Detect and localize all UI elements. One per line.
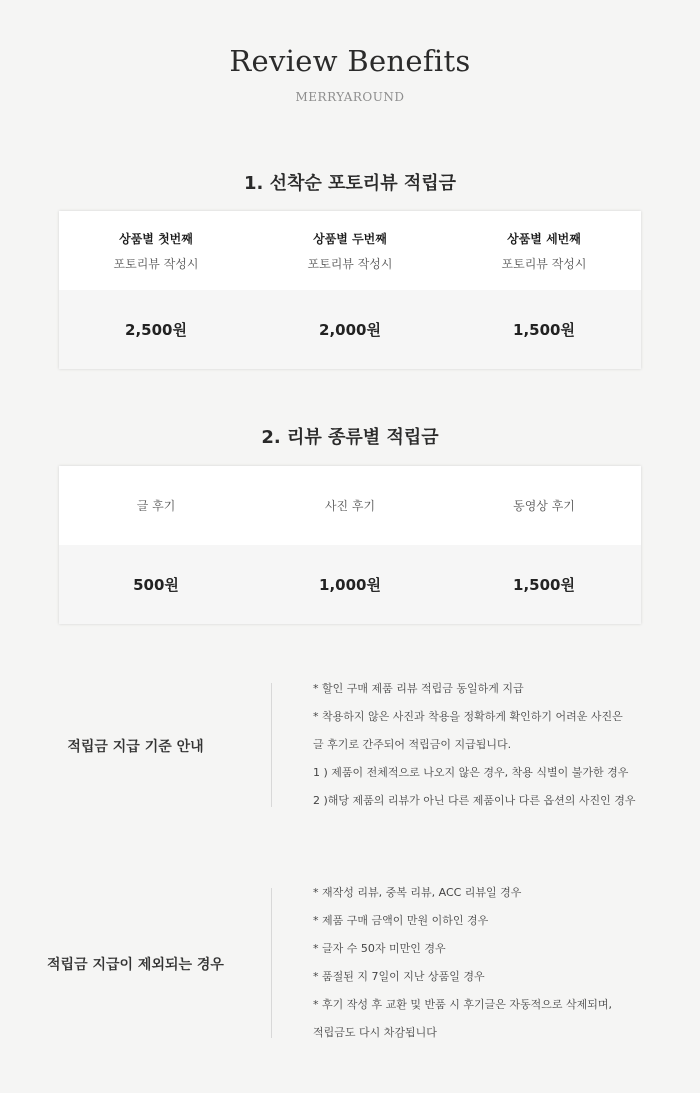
list-item: 2 )해당 제품의 리뷰가 아닌 다른 제품이나 다른 옵션의 사진인 경우: [313, 794, 636, 807]
condition-subtitle: 포토리뷰 작성시: [501, 256, 587, 271]
reward-condition-third: [447, 211, 641, 290]
page-title: Review Benefits: [229, 44, 471, 78]
brand-name: MERRYAROUND: [295, 90, 405, 104]
criteria-list: [313, 675, 636, 815]
reward-amount-second: 2,000원: [319, 321, 381, 339]
list-item: 1 ) 제품이 전체적으로 나오지 않은 경우, 착용 식별이 불가한 경우: [313, 766, 629, 779]
list-item: * 재작성 리뷰, 중복 리뷰, ACC 리뷰일 경우: [313, 886, 522, 899]
page-header: [0, 44, 700, 104]
list-item: * 글자 수 50자 미만인 경우: [313, 942, 446, 955]
condition-subtitle: 포토리뷰 작성시: [307, 256, 393, 271]
reward-condition-first: [59, 211, 253, 290]
review-type-video: 동영상 후기: [513, 499, 575, 513]
list-item: * 후기 작성 후 교환 및 반품 시 후기글은 자동적으로 삭제되며,: [313, 998, 612, 1011]
reward-condition-row: [59, 211, 641, 290]
list-item: * 착용하지 않은 사진과 착용을 정확하게 확인하기 어려운 사진은: [313, 710, 623, 723]
condition-subtitle: 포토리뷰 작성시: [113, 256, 199, 271]
review-type-row: [59, 466, 641, 545]
reward-condition-second: [253, 211, 447, 290]
list-item: * 할인 구매 제품 리뷰 적립금 동일하게 지급: [313, 682, 524, 695]
review-type-amount-row: [59, 545, 641, 624]
condition-title: 상품별 세번째: [507, 231, 581, 246]
exclusions-list: [313, 879, 612, 1047]
list-item: * 품절된 지 7일이 지난 상품일 경우: [313, 970, 485, 983]
reward-amount-photo: 1,000원: [319, 576, 381, 594]
review-type-reward-table: [59, 466, 641, 624]
section-title-review-type: 2. 리뷰 종류별 적립금: [261, 427, 439, 448]
section-title-photo-review: 1. 선착순 포토리뷰 적립금: [243, 173, 457, 194]
reward-amount-text: 500원: [133, 576, 179, 594]
review-type-photo: 사진 후기: [324, 499, 376, 513]
condition-title: 상품별 두번째: [313, 231, 387, 246]
list-item: * 제품 구매 금액이 만원 이하인 경우: [313, 914, 489, 927]
exclusions-divider: [271, 888, 272, 1038]
list-item: 글 후기로 간주되어 적립금이 지급됩니다.: [313, 738, 512, 751]
list-item: 적립금도 다시 차감됩니다: [313, 1026, 437, 1039]
reward-amount-row: [59, 290, 641, 369]
reward-amount-third: 1,500원: [513, 321, 575, 339]
photo-review-reward-table: [59, 211, 641, 369]
criteria-divider: [271, 683, 272, 807]
review-type-text: 글 후기: [136, 499, 176, 513]
exclusions-label: 적립금 지급이 제외되는 경우: [47, 957, 224, 973]
condition-title: 상품별 첫번째: [119, 231, 193, 246]
reward-amount-video: 1,500원: [513, 576, 575, 594]
criteria-label: 적립금 지급 기준 안내: [67, 739, 204, 755]
reward-amount-first: 2,500원: [125, 321, 187, 339]
